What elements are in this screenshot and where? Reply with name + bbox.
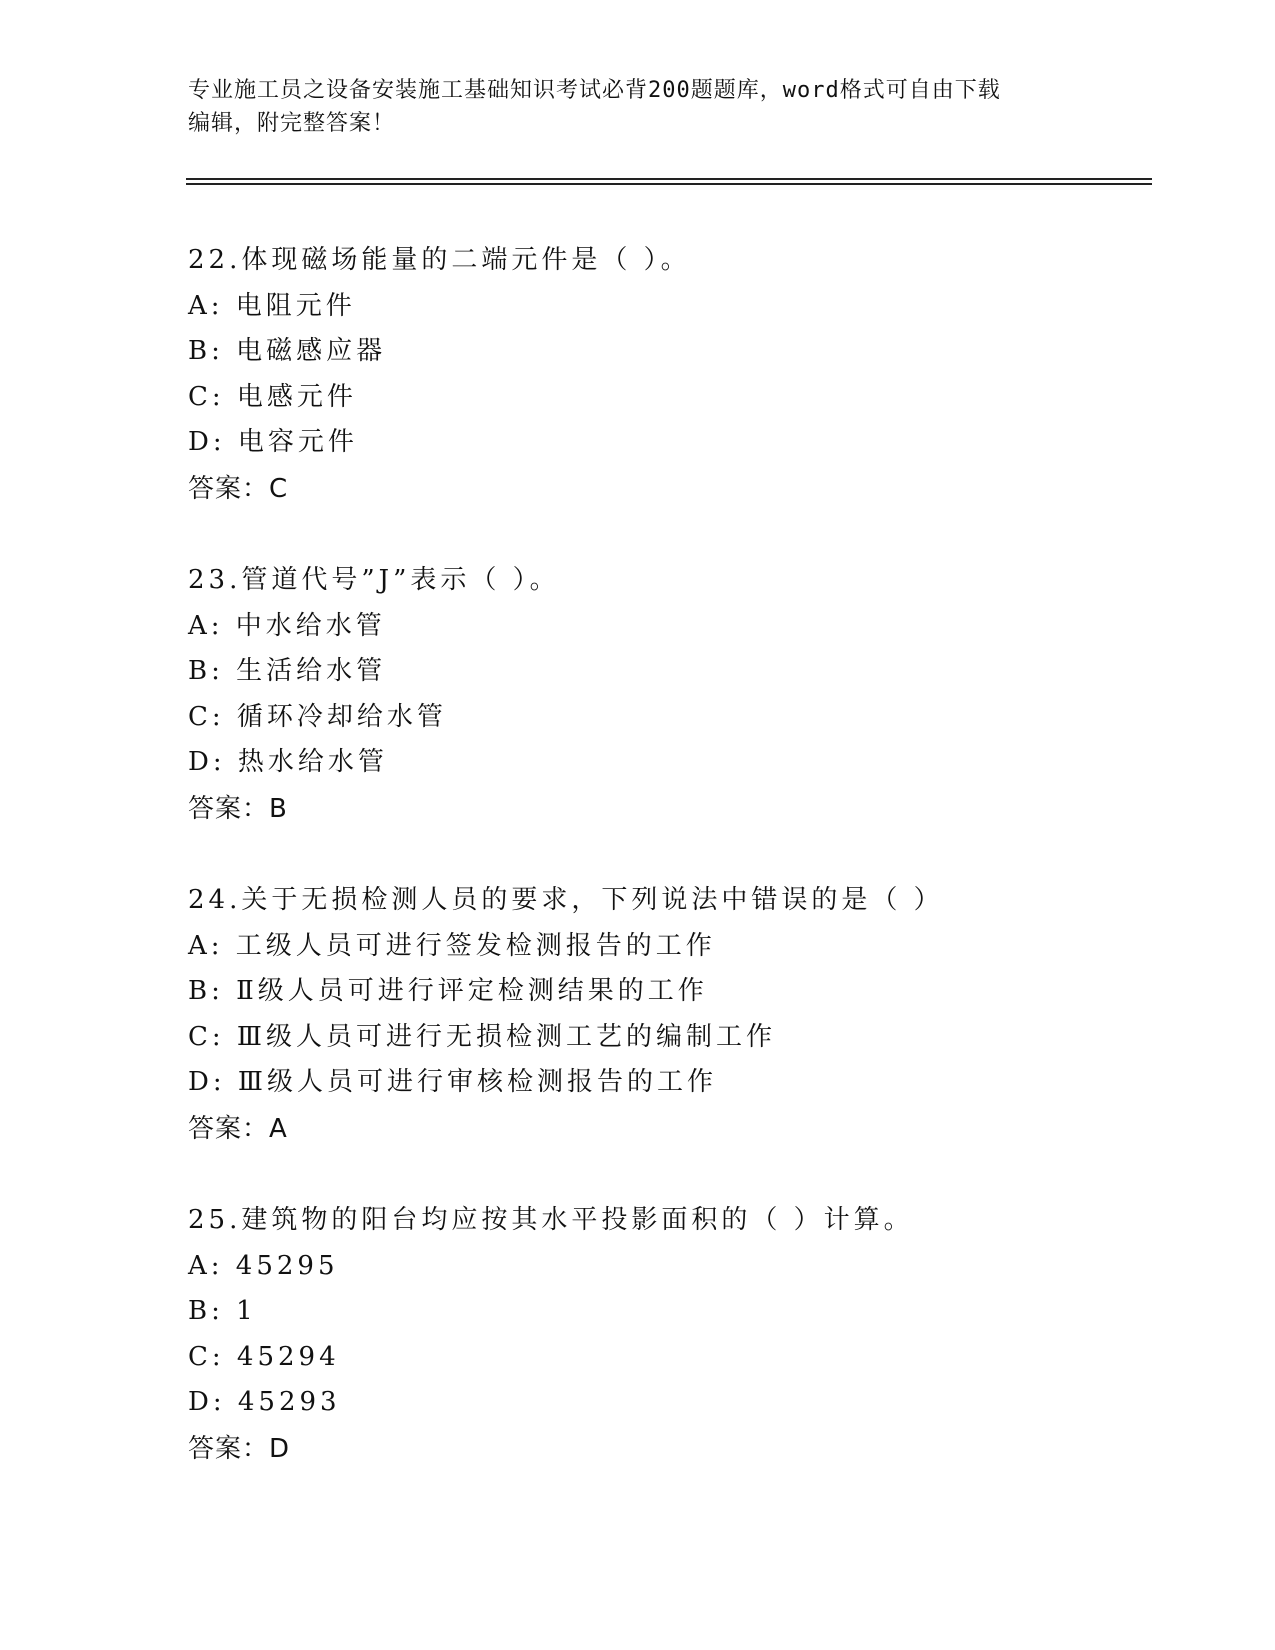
- question-stem: 24.关于无损检测人员的要求，下列说法中错误的是（ ）: [188, 885, 944, 915]
- question-stem: 25.建筑物的阳台均应按其水平投影面积的（ ）计算。: [188, 1205, 914, 1235]
- header-line-1: 专业施工员之设备安装施工基础知识考试必背200题题库，word格式可自由下载: [188, 78, 1001, 103]
- option-c: C: 电感元件: [188, 381, 357, 412]
- option-d: D: 热水给水管: [188, 747, 388, 777]
- answer-line: 答案：A: [188, 1113, 288, 1144]
- option-b: B: 1: [188, 1296, 257, 1326]
- option-c: C: Ⅲ级人员可进行无损检测工艺的编制工作: [188, 1021, 776, 1052]
- document-header: [188, 74, 1068, 140]
- question-stem: 23.管道代号”J”表示（ ）。: [188, 565, 560, 595]
- answer-line: 答案：C: [188, 473, 289, 504]
- question-25: [188, 1198, 1148, 1472]
- option-d: D: Ⅲ级人员可进行审核检测报告的工作: [188, 1067, 717, 1097]
- question-stem: 22.体现磁场能量的二端元件是（ ）。: [188, 245, 691, 275]
- option-d: D: 45293: [188, 1387, 341, 1417]
- header-divider-top: [186, 178, 1152, 180]
- question-24: [188, 878, 1148, 1152]
- option-a: A: 中水给水管: [188, 610, 386, 641]
- question-23: [188, 558, 1148, 832]
- header-line-2: 编辑，附完整答案！: [188, 111, 396, 136]
- option-b: B: Ⅱ级人员可进行评定检测结果的工作: [188, 976, 708, 1006]
- option-a: A: 工级人员可进行签发检测报告的工作: [188, 930, 716, 961]
- question-22: [188, 238, 1148, 512]
- option-b: B: 生活给水管: [188, 656, 387, 686]
- option-c: C: 45294: [188, 1341, 340, 1372]
- answer-line: 答案：B: [188, 793, 288, 824]
- answer-line: 答案：D: [188, 1433, 291, 1464]
- header-divider-bottom: [186, 183, 1152, 185]
- option-a: A: 电阻元件: [188, 290, 356, 321]
- option-d: D: 电容元件: [188, 427, 358, 457]
- option-a: A: 45295: [188, 1250, 339, 1281]
- option-b: B: 电磁感应器: [188, 336, 387, 366]
- option-c: C: 循环冷却给水管: [188, 701, 447, 732]
